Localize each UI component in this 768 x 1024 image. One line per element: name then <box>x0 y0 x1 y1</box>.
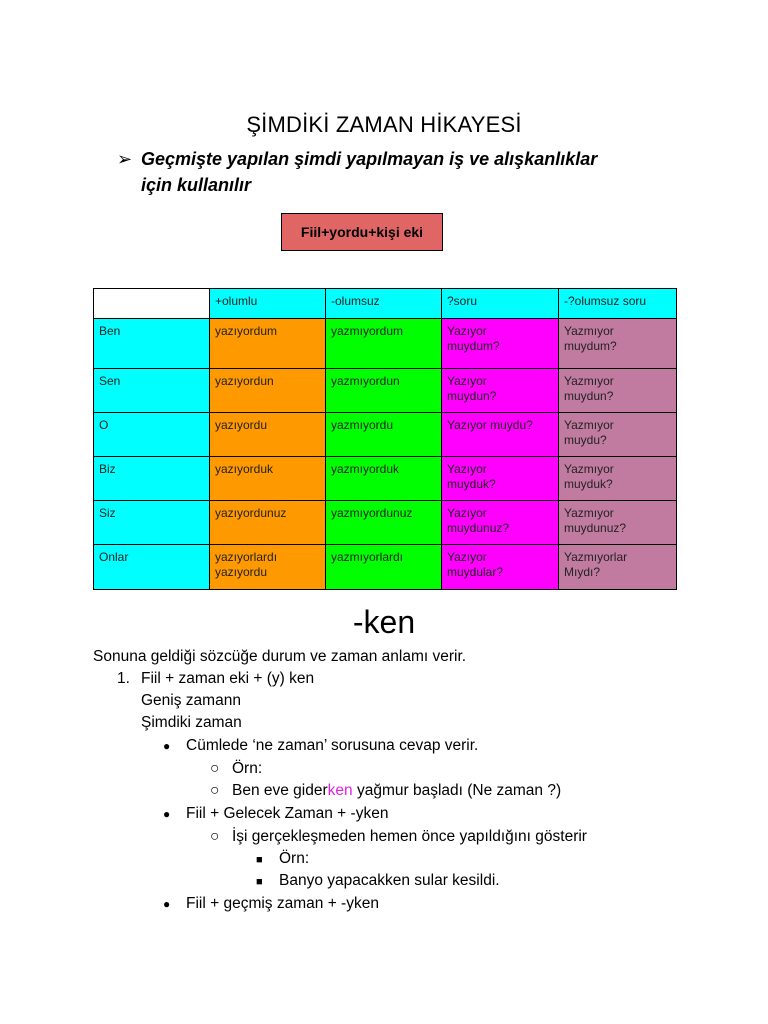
circle-bullet-icon: ○ <box>210 782 220 799</box>
cell-line: yazıyordun <box>215 374 274 388</box>
header-negative-question: -?olumsuz soru <box>559 289 677 319</box>
circle-bullet-icon: ○ <box>210 760 220 777</box>
bullet-2-example-label: Örn: <box>279 850 310 867</box>
cell-line: yazıyorduk <box>215 462 274 476</box>
cell-line: muydum? <box>447 339 500 353</box>
cell-line: muyduk? <box>447 477 496 491</box>
cell-line: yazmıyordu <box>331 418 394 432</box>
cell-line: yazıyordu <box>215 418 268 432</box>
cell-line: Yazıyor muydu? <box>447 418 533 432</box>
bullet-2-example: Banyo yapacakken sular kesildi. <box>279 872 500 889</box>
bullet-1-example <box>232 780 561 802</box>
cell-person: Ben <box>94 319 210 369</box>
cell-line: muydun? <box>447 389 497 403</box>
cell-line: muydun? <box>564 389 614 403</box>
cell-line: Yazmıyor <box>564 418 614 432</box>
cell-person: O <box>94 413 210 457</box>
list-number-1: 1. <box>117 670 130 687</box>
formula-box: Fiil+yordu+kişi eki <box>281 213 443 251</box>
header-question: ?soru <box>442 289 559 319</box>
cell-question <box>442 413 559 457</box>
cell-line: yazmıyordun <box>331 374 400 388</box>
table-row <box>94 369 677 413</box>
cell-positive <box>210 413 326 457</box>
table-row <box>94 319 677 369</box>
cell-person: Onlar <box>94 545 210 590</box>
cell-negative <box>326 369 442 413</box>
cell-negative <box>326 457 442 501</box>
cell-person: Biz <box>94 457 210 501</box>
cell-line: Yazıyor <box>447 550 487 564</box>
cell-positive <box>210 545 326 590</box>
intro-line-1: Geçmişte yapılan şimdi yapılmayan iş ve alışkanlıklar <box>141 149 598 169</box>
table-row <box>94 545 677 590</box>
cell-line: Yazıyor <box>447 374 487 388</box>
dot-bullet-icon: ● <box>163 739 171 753</box>
cell-person: Siz <box>94 501 210 545</box>
cell-line: muydu? <box>564 433 607 447</box>
ken-heading: -ken <box>352 604 416 640</box>
cell-line: yazmıyordunuz <box>331 506 413 520</box>
cell-line: yazıyordunuz <box>215 506 287 520</box>
conjugation-table <box>93 288 677 590</box>
cell-negative-question <box>559 501 677 545</box>
cell-line: Yazıyor <box>447 324 487 338</box>
intro-text <box>141 146 701 198</box>
list-item-1: Fiil + zaman eki + (y) ken <box>141 670 315 687</box>
cell-line: Yazmıyor <box>564 506 614 520</box>
cell-question <box>442 319 559 369</box>
example-text-pre: Ben eve gider <box>232 782 328 799</box>
table-header-row <box>94 289 677 319</box>
table-row <box>94 457 677 501</box>
cell-line: yazıyordum <box>215 324 278 338</box>
cell-line: Yazmıyorlar <box>564 550 628 564</box>
bullet-2-sub: İşi gerçekleşmeden hemen önce yapıldığını gösterir <box>232 828 587 845</box>
cell-line: yazmıyordum <box>331 324 404 338</box>
cell-negative <box>326 319 442 369</box>
page-title: ŞİMDİKİ ZAMAN HİKAYESİ <box>246 112 522 137</box>
table-row <box>94 413 677 457</box>
cell-line: muydunuz? <box>564 521 627 535</box>
cell-question <box>442 501 559 545</box>
cell-line: Yazmıyor <box>564 324 614 338</box>
cell-question <box>442 457 559 501</box>
bullet-1: Cümlede ‘ne zaman’ sorusuna cevap verir. <box>186 737 479 754</box>
cell-line: Yazmıyor <box>564 374 614 388</box>
square-bullet-icon: ■ <box>256 876 263 888</box>
cell-line: muyduk? <box>564 477 613 491</box>
list-sub-2: Şimdiki zaman <box>141 714 242 731</box>
cell-question <box>442 369 559 413</box>
cell-negative-question <box>559 319 677 369</box>
cell-negative-question <box>559 413 677 457</box>
example-text-post: yağmur başladı (Ne zaman ?) <box>352 782 562 799</box>
cell-question <box>442 545 559 590</box>
cell-line: Mıydı? <box>564 565 601 579</box>
bullet-1-example-label: Örn: <box>232 760 263 777</box>
cell-line: Yazmıyor <box>564 462 614 476</box>
cell-line: yazıyorlardı <box>215 550 278 564</box>
square-bullet-icon: ■ <box>256 854 263 866</box>
header-empty <box>94 289 210 319</box>
list-sub-1: Geniş zamann <box>141 692 241 709</box>
dot-bullet-icon: ● <box>163 807 171 821</box>
cell-negative-question <box>559 457 677 501</box>
cell-negative-question <box>559 545 677 590</box>
ken-highlight: ken <box>327 782 353 799</box>
cell-positive <box>210 369 326 413</box>
arrow-bullet-icon: ➢ <box>117 149 133 169</box>
cell-line: muydum? <box>564 339 617 353</box>
cell-line: muydular? <box>447 565 504 579</box>
header-negative: -olumsuz <box>326 289 442 319</box>
cell-line: yazmıyorduk <box>331 462 400 476</box>
table-row <box>94 501 677 545</box>
cell-positive <box>210 319 326 369</box>
cell-line: yazıyordu <box>215 565 268 579</box>
circle-bullet-icon: ○ <box>210 828 220 845</box>
ken-intro: Sonuna geldiği sözcüğe durum ve zaman anlamı verir. <box>93 648 467 665</box>
cell-negative <box>326 413 442 457</box>
cell-negative-question <box>559 369 677 413</box>
cell-line: yazmıyorlardı <box>331 550 404 564</box>
cell-person: Sen <box>94 369 210 413</box>
cell-line: Yazıyor <box>447 506 487 520</box>
cell-line: Yazıyor <box>447 462 487 476</box>
dot-bullet-icon: ● <box>163 897 171 911</box>
cell-negative <box>326 545 442 590</box>
intro-line-2: için kullanılır <box>141 175 252 195</box>
cell-positive <box>210 501 326 545</box>
cell-negative <box>326 501 442 545</box>
cell-line: muydunuz? <box>447 521 510 535</box>
header-positive: +olumlu <box>210 289 326 319</box>
bullet-3: Fiil + geçmiş zaman + -yken <box>186 895 379 912</box>
cell-positive <box>210 457 326 501</box>
bullet-2: Fiil + Gelecek Zaman + -yken <box>186 805 389 822</box>
